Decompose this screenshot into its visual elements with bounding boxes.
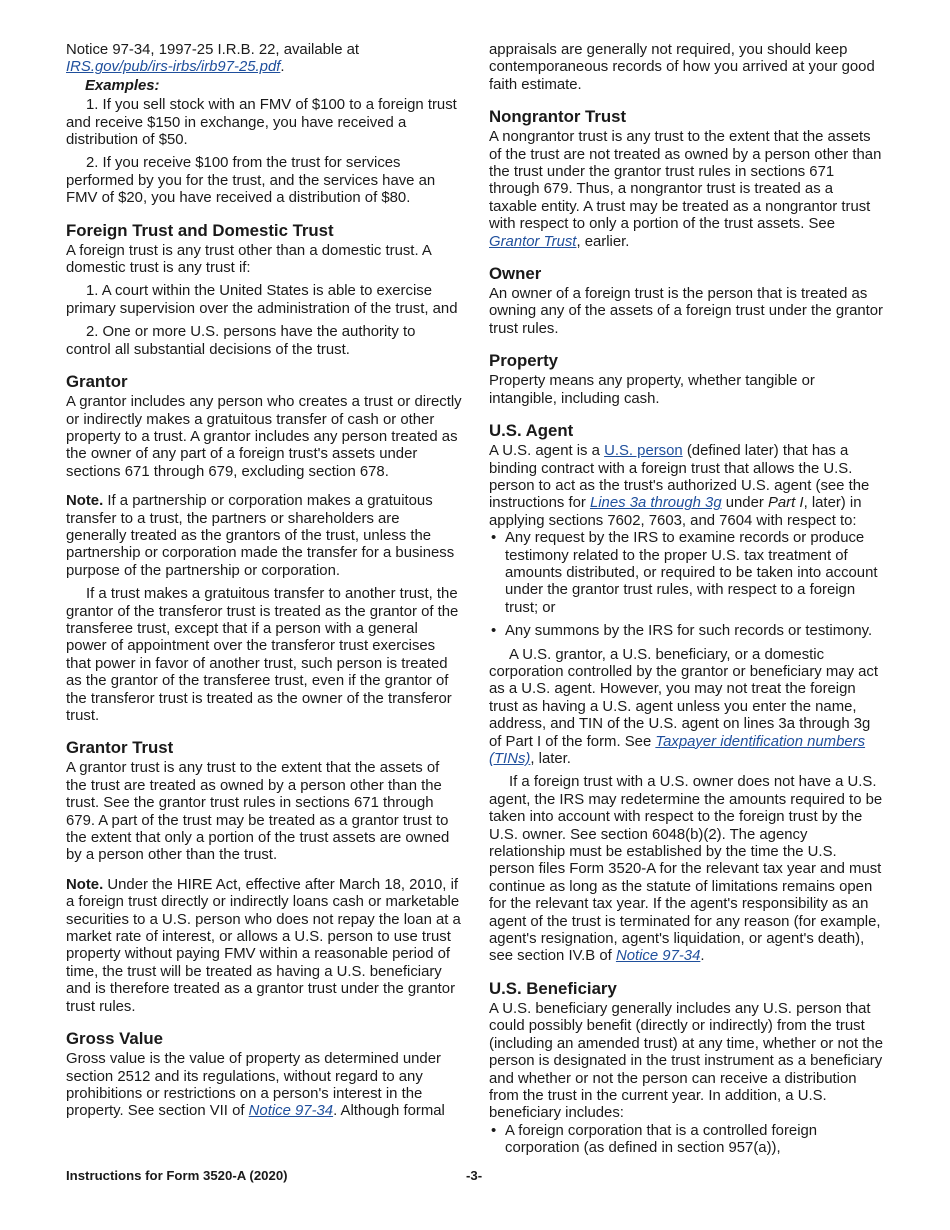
foreign-trust-item-2: 2. One or more U.S. persons have the authority to control all substantial decisions of the trust. <box>66 324 416 358</box>
us-beneficiary-heading: U.S. Beneficiary <box>489 978 617 998</box>
example-2: 2. If you receive $100 from the trust for services performed by you for the trust, and the services have an FMV of $20, you have received a distribution of $80. <box>66 155 436 207</box>
example-1: 1. If you sell stock with an FMV of $100 to a foreign trust and receive $150 in exchange, you have received a distribution of $50. <box>66 97 457 149</box>
irb-link[interactable]: IRS.gov/pub/irs-irbs/irb97-25.pdf <box>66 59 281 76</box>
us-person-link[interactable]: U.S. person <box>604 443 683 460</box>
us-agent-bullet-2: • Any summons by the IRS for such records or testimony. <box>489 623 885 640</box>
footer-page-number: -3- <box>466 1168 483 1183</box>
nongrantor-trust-paragraph: A nongrantor trust is any trust to the extent that the assets of the trust are not treated as owned by a person other than the trust under the grantor trust rules in sections 671 through 679. Thus, a nongrantor trust is treated as a taxable entity. A trust may be treated as a nongrantor trust with respect to only a portion of the trust assets. See Grantor Trust, earlier. <box>489 129 882 250</box>
owner-heading: Owner <box>489 264 542 284</box>
intro-paragraph: Notice 97-34, 1997-25 I.R.B. 22, available at IRS.gov/pub/irs-irbs/irb97-25.pdf. <box>66 42 360 76</box>
gross-value-heading: Gross Value <box>66 1029 164 1049</box>
grantor-trust-paragraph: A grantor trust is any trust to the extent that the assets of the trust are treated as owned by a person other than the trust. See the grantor trust rules in sections 671 through 679. A part of the trust may be treated as a grantor trust to the extent that only a portion of the trust assets are owned by a person other than the trust. <box>66 760 450 864</box>
grantor-paragraph: A grantor includes any person who creates a trust or directly or indirectly makes a gratuitous transfer of cash or other property to a trust. A grantor includes any person treated as the owner of any part of a foreign trust's assets under sections 671 through 679, excluding section 678. <box>66 394 462 480</box>
gross-value-paragraph: Gross value is the value of property as determined under section 2512 and its regulations, without regard to any prohibitions or restrictions on a person's interest in the property. See section VII of Notice 97-34. Although formal <box>66 1051 445 1120</box>
us-beneficiary-bullet-1: • A foreign corporation that is a controlled foreign corporation (as defined in section 957(a)), <box>489 1123 885 1158</box>
us-agent-paragraph-2: A U.S. grantor, a U.S. beneficiary, or a domestic corporation controlled by the grantor or beneficiary may act as a U.S. agent. However, you may not treat the foreign trust as having a U.S. agent unless you enter the name, address, and TIN of the U.S. agent on lines 3a through 3g of Part I of the form. See Taxpayer identification numbers (TINs), later. <box>489 646 879 767</box>
notice-97-34-link[interactable]: Notice 97-34 <box>615 948 701 965</box>
us-agent-paragraph-3: If a foreign trust with a U.S. owner does not have a U.S. agent, the IRS may redetermine the amounts required to be taken into account with respect to the foreign trust by the U.S. owner. See section 6048(b)(2). The agency relationship must be established by the time the U.S. person files Form 3520-A for the relevant tax year and must continue as long as the statute of limitations remains open for the relevant tax year. If the agent's responsibility as an agent of the trust is terminated for any reason (for example, agent's resignation, agent's liquidation, or agent's death), see section IV.B of Notice 97-34. <box>489 774 883 965</box>
us-agent-bullet-1: • Any request by the IRS to examine records or produce testimony related to the proper U.S. tax treatment of amounts distributed, or required to be taken into account under the grantor trust rules, with respect to a foreign trust; or <box>489 530 885 617</box>
us-beneficiary-paragraph: A U.S. beneficiary generally includes any U.S. person that could possibly benefit (directly or indirectly) from the trust (including an amended trust) at any time, whether or not the person is designated in the trust instrument as a beneficiary and whether or not the person can receive a distribution from the trust in the current year. In addition, a U.S. beneficiary includes: <box>489 1000 883 1122</box>
us-agent-paragraph: A U.S. agent is a U.S. person (defined later) that has a binding contract with a foreign trust that allows the U.S. person to act as the trust's authorized U.S. agent (see the instructions for Lines 3a through 3g under Part I, later) in applying sections 7602, 7603, and 7604 with respect to: <box>489 443 870 529</box>
us-agent-heading: U.S. Agent <box>489 421 574 441</box>
foreign-trust-item-1: 1. A court within the United States is able to exercise primary supervision over the administration of the trust, and <box>66 283 458 317</box>
property-paragraph: Property means any property, whether tangible or intangible, including cash. <box>489 373 815 407</box>
note-label: Note. <box>66 493 104 510</box>
footer-form-title: Instructions for Form 3520-A (2020) <box>66 1168 288 1183</box>
continuation-paragraph: appraisals are generally not required, you should keep contemporaneous records of how you arrived at your good faith estimate. <box>489 42 875 93</box>
owner-paragraph: An owner of a foreign trust is the person that is treated as owning any of the assets of a foreign trust under the grantor trust rules. <box>489 286 884 337</box>
grantor-paragraph-2: If a trust makes a gratuitous transfer to another trust, the grantor of the transferor trust is treated as the grantor of the transferee trust, except that if a person with a general power of appointment over the transferor trust exercises that power in favor of another trust, such person is treated as the grantor of the transferee trust, even if the grantor of the transferor trust is treated as the owner of the transferor trust. <box>66 586 459 724</box>
grantor-trust-heading: Grantor Trust <box>66 738 174 758</box>
right-column <box>489 42 885 1158</box>
property-heading: Property <box>489 351 559 371</box>
grantor-trust-note: Note. Under the HIRE Act, effective after March 18, 2010, if a foreign trust directly or indirectly loans cash or marketable securities to a U.S. person who does not repay the loan at a market rate of interest, or allows a U.S. person to use trust property without paying FMV within a reasonable period of time, the trust will be treated as having a U.S. beneficiary and is therefore treated as a grantor trust under the grantor trust rules. <box>66 876 461 1015</box>
foreign-trust-heading: Foreign Trust and Domestic Trust <box>66 220 334 240</box>
nongrantor-trust-heading: Nongrantor Trust <box>489 107 627 127</box>
examples-heading: Examples: <box>85 77 160 94</box>
lines-3a-3g-link[interactable]: Lines 3a through 3g <box>589 495 722 512</box>
foreign-trust-paragraph: A foreign trust is any trust other than a domestic trust. A domestic trust is any trust if: <box>66 242 432 277</box>
tin-link[interactable]: Taxpayer identification numbers (TINs) <box>489 733 866 767</box>
notice-97-34-link[interactable]: Notice 97-34 <box>248 1103 334 1120</box>
grantor-note: Note. If a partnership or corporation makes a gratuitous transfer to a trust, the partners or shareholders are generally treated as the grantors of the trust, unless the partnership or corporation made the transfer for a business purpose of the partnership or corporation. <box>66 493 455 579</box>
note-label: Note. <box>66 876 104 893</box>
grantor-heading: Grantor <box>66 372 128 392</box>
grantor-trust-link[interactable]: Grantor Trust <box>489 233 577 250</box>
left-column <box>66 42 462 1121</box>
